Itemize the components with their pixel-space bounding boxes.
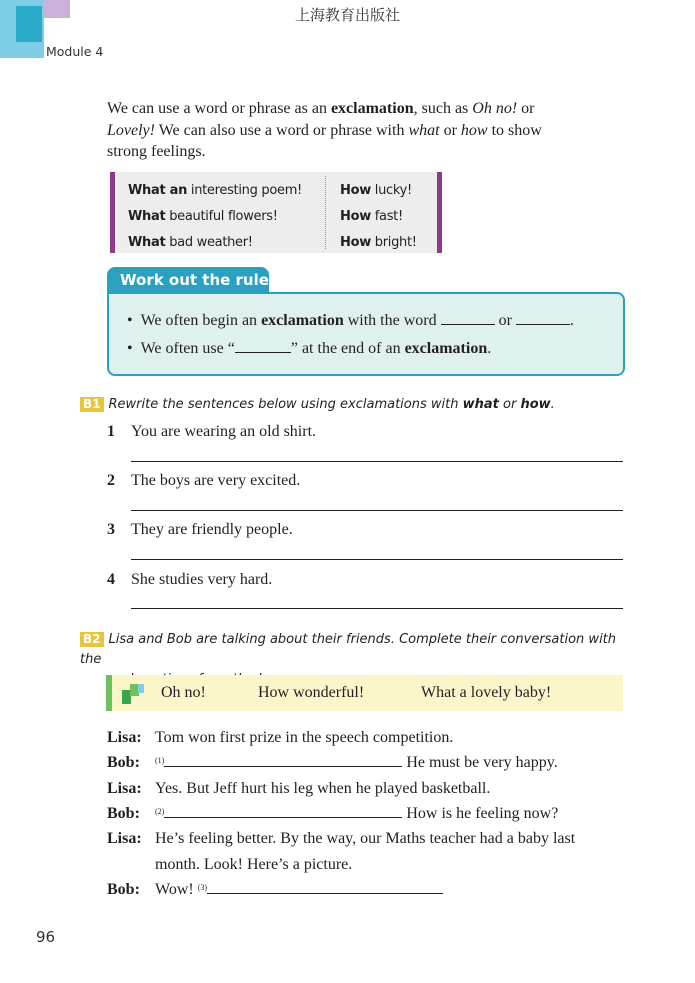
example-item: What bad weather! <box>128 235 253 250</box>
word-option: Oh no! <box>161 684 206 701</box>
dialogue-line: Lisa: Tom won first prize in the speech competition. <box>107 729 454 746</box>
example-item: How bright! <box>340 235 417 250</box>
answer-blank[interactable] <box>207 879 443 894</box>
word-option: How wonderful! <box>258 684 365 701</box>
dialogue-line: Lisa: Yes. But Jeff hurt his leg when he played basketball. <box>107 780 491 797</box>
rule-bullet-1: • We often begin an exclamation with the word or . <box>127 312 574 329</box>
example-item: How fast! <box>340 209 403 224</box>
b2-tag: B2 <box>80 632 104 647</box>
dialogue-line: Lisa: He’s feeling better. By the way, our Maths teacher had a baby last <box>107 830 576 847</box>
box-icon <box>106 675 112 711</box>
example-item: What an interesting poem! <box>128 183 302 198</box>
answer-blank[interactable] <box>516 310 570 325</box>
b1-instruction: B1 Rewrite the sentences below using exclamations with what or how. <box>80 395 555 413</box>
intro-paragraph: We can use a word or phrase as an exclamation, such as Oh no! or Lovely! We can also use a word or phrase with what or how to show strong feelings. <box>107 100 542 160</box>
page-number: 96 <box>36 928 56 946</box>
answer-line[interactable] <box>131 461 623 462</box>
how-examples <box>340 178 417 256</box>
example-item: How lucky! <box>340 183 412 198</box>
exercise-item: 3 They are friendly people. <box>107 521 293 538</box>
exercise-item: 4 She studies very hard. <box>107 571 273 588</box>
dialogue-line: Bob: $^{(2)}$ How is he feeling now? <box>107 805 559 822</box>
module-label: Module 4 <box>46 44 104 59</box>
answer-blank[interactable] <box>164 803 402 818</box>
rule-box <box>107 292 625 376</box>
b1-tag: B1 <box>80 397 104 412</box>
box-icon <box>138 684 144 693</box>
what-examples <box>128 178 302 256</box>
word-box <box>107 675 623 711</box>
example-item: What beautiful flowers! <box>128 209 278 224</box>
b2-instruction: B2 Lisa and Bob are talking about their friends. Complete their conversation with the <box>80 632 617 667</box>
exercise-item: 2 The boys are very excited. <box>107 472 301 489</box>
exercise-item: 1 You are wearing an old shirt. <box>107 423 317 440</box>
answer-line[interactable] <box>131 559 623 560</box>
dialogue-line: Bob: Wow! $^{(3)}$ <box>107 877 443 902</box>
dialogue-line: Bob: $^{(1)}$ He must be very happy. <box>107 754 558 771</box>
word-option: What a lovely baby! <box>421 684 552 701</box>
examples-box <box>110 172 442 253</box>
dialogue-line: month. Look! Here’s a picture. <box>155 856 353 873</box>
answer-line[interactable] <box>131 510 623 511</box>
publisher-header: 上海教育出版社 <box>294 6 400 24</box>
answer-blank[interactable] <box>164 752 402 767</box>
answer-blank[interactable] <box>235 338 291 353</box>
rule-bullet-2: • We often use “ ” at the end of an exclamation. <box>127 340 492 357</box>
answer-line[interactable] <box>131 608 623 609</box>
rule-title: Work out the rule <box>107 267 269 294</box>
answer-blank[interactable] <box>441 310 495 325</box>
